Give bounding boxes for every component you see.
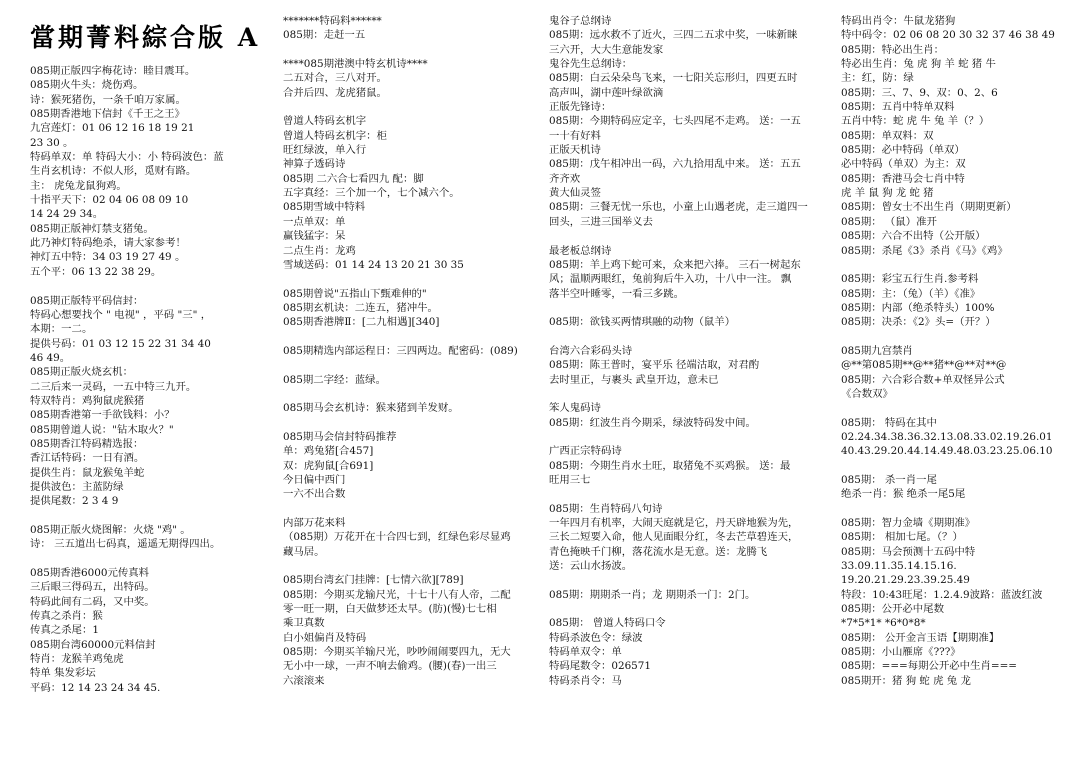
text-line: 绝杀一肖：猴 绝杀一尾5尾 — [841, 488, 966, 501]
text-line: 五肖中特：蛇 虎 牛 兔 羊（？） — [841, 115, 990, 128]
text-line: 085期精选内部运程日：三四两边。配密码：(089) — [283, 344, 518, 357]
text-line: 085期香港牌Ⅱ：[二九相遇][340] — [283, 316, 440, 329]
text-line: 送：云山水扬波。 — [549, 560, 633, 573]
section-gap — [549, 487, 814, 501]
text-line: 黄大仙灵签 — [549, 187, 601, 200]
text-line: 14 24 29 34。 — [30, 208, 104, 221]
text-line: 085期：公开必中尾数 — [841, 603, 944, 616]
text-line: 广西正宗特码诗 — [549, 445, 622, 458]
text-line: 085期：===每期公开必中生肖=== — [841, 660, 1017, 673]
section-gap — [283, 330, 528, 344]
text-line: 特段：10:43旺尾：1.2.4.9波路：蓝波红波 — [841, 588, 1043, 601]
section-gap — [30, 509, 262, 523]
text-line: 特必出生肖：兔 虎 狗 羊 蛇 猪 牛 — [841, 58, 996, 71]
text-line: 双：虎狗鼠[合691] — [283, 459, 374, 472]
section-gap — [30, 552, 262, 566]
text-line: 笨人鬼码诗 — [549, 402, 601, 415]
text-line: 必中特码（单双）为主：双 — [841, 158, 966, 171]
text-line: 085期：单双料：双 — [841, 129, 934, 142]
text-line: 085期：三餐无忧一乐也，小童上山遇老虎，走三道四一 — [549, 201, 808, 214]
text-line: 085期香江特码精选报： — [30, 437, 144, 450]
text-line: 虎 羊 鼠 狗 龙 蛇 猪 — [841, 187, 934, 200]
text-line: 提供生肖：鼠龙猴兔羊蛇 — [30, 466, 145, 479]
text-line: 085期正版火烧图解：火烧 "鸡" 。 — [30, 524, 191, 536]
section-gap — [841, 459, 1073, 473]
text-line: 085期正版特平码信封： — [30, 294, 144, 307]
text-line: 一十有好料 — [549, 129, 601, 142]
text-line: 085期台湾60000元料信封 — [30, 638, 156, 651]
section-gap — [841, 401, 1073, 415]
section-gap — [283, 100, 528, 114]
text-line: 三后眼三得码五，出特码。 — [30, 581, 155, 594]
text-line: 鬼谷子总纲诗 — [549, 15, 612, 27]
text-line: 085期：曾女士不出生肖（期期更新） — [841, 201, 1017, 214]
section-gap — [549, 573, 814, 587]
text-line: 神算子透码诗 — [283, 158, 346, 171]
text-line: 特码心想要找个 " 电视" ，平码 "三" ， — [30, 308, 212, 321]
text-line: 诗： 三五道出七码真，遥遥无期得四出。 — [30, 538, 221, 551]
text-line: 青色掩映千门柳，落花流水是无意。送：龙腾飞 — [549, 545, 768, 558]
text-line: 085期：戊午相冲出一码，六九拾用乱中来。 送：五五 — [549, 158, 801, 171]
text-line: 085期：远水救不了近火，三四二五求中奖，一味新睐 — [549, 29, 798, 42]
text-line: 内部万花来料 — [283, 517, 346, 530]
section-gap — [283, 416, 528, 430]
text-line: 085期：欲钱买两情琪融的动物（鼠羊） — [549, 316, 736, 329]
text-line: 曾道人特码玄机字 — [283, 115, 367, 128]
text-line: *******特码料****** — [283, 15, 382, 27]
text-line: 085期：内部（绝杀特头）100% — [841, 301, 995, 314]
text-line: 085期：五肖中特单双料 — [841, 101, 955, 114]
text-line: 085期曾说"五指山下甄难伸的" — [283, 287, 427, 300]
text-line: 二三后来一灵码，一五中特三九开。 — [30, 380, 197, 393]
text-line: 085期雪域中特料 — [283, 201, 366, 214]
text-line: 085期九宫禁肖 — [841, 344, 913, 357]
text-line: 085期：必中特码（单双） — [841, 144, 965, 157]
text-line: 传真之杀尾：1 — [30, 624, 99, 637]
text-line: 平码：12 14 23 24 34 45. — [30, 681, 161, 694]
text-line: 085期：六合彩合数+单双怪异公式 — [841, 373, 1005, 386]
text-line: 085期玄机诀：二连五，猪冲牛。 — [283, 301, 438, 314]
text-line: 二五对合，三八对开。 — [283, 72, 387, 85]
text-line: 085期：期期杀一肖；龙 期期杀一门：2门。 — [549, 588, 756, 601]
column-2 — [283, 14, 528, 688]
text-line: 此乃神灯特码绝杀，请大家参考！ — [30, 237, 186, 250]
text-line: 齐齐欢 — [549, 172, 581, 185]
section-gap — [549, 229, 814, 243]
text-line: 雪域送码：01 14 24 13 20 21 30 35 — [283, 258, 464, 271]
text-line: 085期：香港马会七肖中特 — [841, 172, 965, 185]
text-line: 旺用三七 — [549, 474, 591, 486]
text-line: ****085期港澳中特玄机诗**** — [283, 58, 428, 71]
text-line: 085期：马会预测十五码中特 — [841, 545, 976, 558]
text-line: 085期：陈王普时，宴平乐 径端沽取，对君酌 — [549, 359, 760, 372]
text-line: 085期： 曾道人特码口令 — [549, 617, 666, 630]
text-line: 085期： 特码在其中 — [841, 416, 937, 429]
text-line: 乘卫真数 — [283, 617, 325, 630]
text-line: *7*5*1* *6*0*8* — [841, 617, 926, 630]
text-line: @**第085期**@**猪**@**对**@ — [841, 359, 1007, 372]
text-line: 今日偏中西门 — [283, 474, 346, 486]
text-line: 本期：一二。 — [30, 323, 93, 336]
text-line: 085期：主：（兔）（羊）《准》 — [841, 287, 981, 300]
text-line: 白小姐偏肖及特码 — [283, 631, 367, 644]
text-line: 085期：特必出生肖： — [841, 43, 944, 56]
text-line: 最老板总纲诗 — [549, 244, 612, 257]
section-gap — [841, 258, 1073, 272]
text-line: 零一旺一期，白天做梦还太早。(肪)(慢)七七相 — [283, 603, 497, 616]
text-line: 085期 二六合七看四九 配：脚 — [283, 172, 424, 185]
text-line: 旺红绿波，单入行 — [283, 144, 367, 157]
text-line: 19.20.21.29.23.39.25.49 — [841, 574, 970, 587]
text-line: 风；温顺两眼红，兔前狗后牛入功，十八中一注。 飘 — [549, 273, 792, 286]
text-line: 藏马居。 — [283, 545, 325, 558]
text-line: 085期：彩宝五行生肖.参考料 — [841, 273, 979, 286]
text-line: 085期：今期买龙输尺光，十七十八有人帝，二配 — [283, 588, 511, 601]
text-line: 085期：今期买羊输尺光，吵吵闹闹要四九，无大 — [283, 646, 511, 659]
text-line: 085期： 杀一肖一尾 — [841, 474, 937, 486]
section-gap — [841, 502, 1073, 516]
text-line: 提供尾数：2 3 4 9 — [30, 495, 119, 508]
text-line: 085期香港地下信封《千王之王》 — [30, 108, 185, 121]
text-line: （085期）万花开在十合四七到，红绿色彩尽显鸡 — [283, 531, 511, 544]
section-gap — [283, 43, 528, 57]
section-gap — [283, 559, 528, 573]
text-line: 正版天机诗 — [549, 144, 601, 157]
text-line: 085期正版火烧玄机： — [30, 366, 133, 379]
section-gap — [283, 502, 528, 516]
text-line: 085期：白云朵朵鸟飞来，一七阳关忘形归，四更五时 — [549, 72, 798, 85]
text-line: 特码尾数令：026571 — [549, 660, 652, 673]
text-line: 单：鸡兔猪[合457] — [283, 445, 374, 458]
text-line: 23 30 。 — [30, 136, 74, 149]
text-line: 无小中一球，一声不响去偷鸡。(腰)(春)一出三 — [283, 660, 497, 673]
column-1 — [30, 64, 262, 695]
text-line: 三长二短要入命，他人见面眼分红，冬去芒草碧连天， — [549, 531, 799, 544]
text-line: 085期：走赶一五 — [283, 29, 366, 42]
text-line: 085期火牛头：烧伤鸡。 — [30, 79, 144, 92]
text-line: 传真之杀肖：猴 — [30, 610, 103, 623]
text-line: 085期香港6000元传真料 — [30, 567, 150, 580]
text-line: 085期： 公开金言玉语【期期准】 — [841, 631, 1000, 644]
text-line: 02.24.34.38.36.32.13.08.33.02.19.26.01 — [841, 430, 1053, 443]
section-gap — [549, 301, 814, 315]
text-line: 香江话特码：一日有酒。 — [30, 452, 145, 465]
text-line: 085期二字经：蓝绿。 — [283, 373, 386, 386]
text-line: 085期：六合不出特（公开版） — [841, 230, 986, 243]
text-line: 一六不出合数 — [283, 488, 346, 501]
column-3 — [549, 14, 814, 688]
text-line: 085期： 相加七尾。（？） — [841, 531, 963, 544]
text-line: 085期马会玄机诗：猴来猪到羊发财。 — [283, 402, 459, 415]
text-line: 085期：生肖特码八句诗 — [549, 502, 663, 515]
text-line: 085期：羊上鸡下蛇可来，众来把六捧。 三石一树起东 — [549, 258, 801, 271]
text-line: 神灯五中特：34 03 19 27 49 。 — [30, 251, 186, 264]
section-gap — [549, 430, 814, 444]
text-line: 六滚滚来 — [283, 674, 325, 687]
text-line: 特中码令：02 06 08 20 30 32 37 46 38 49 — [841, 29, 1055, 42]
text-line: 落半空叶睡零，一看三多跳。 — [549, 287, 685, 300]
text-line: 生肖玄机诗：不似人形，觅财有路。 — [30, 165, 197, 178]
text-line: 去时里正，与裹头 武皇开边，意未已 — [549, 373, 719, 386]
text-line: 085期开：猪 狗 蛇 虎 兔 龙 — [841, 674, 971, 687]
text-line: 特码杀肖令：马 — [549, 674, 622, 687]
text-line: 085期正版四字梅花诗：睦目震耳。 — [30, 65, 196, 77]
text-line: 鬼谷先生总纲诗： — [549, 58, 633, 71]
text-line: 十指平天下：02 04 06 08 09 10 — [30, 194, 189, 207]
text-line: 特码单双：单 特码大小：小 特码波色：蓝 — [30, 151, 224, 164]
text-line: 台湾六合彩码头诗 — [549, 344, 633, 357]
text-line: 九宫莲灯：01 06 12 16 18 19 21 — [30, 122, 195, 135]
text-line: 合并后四、龙虎猪鼠。 — [283, 86, 387, 99]
text-line: 085期正版神灯禁支猪兔。 — [30, 222, 154, 235]
text-line: 085期马会信封特码推荐 — [283, 430, 397, 443]
text-line: 特码出肖令：牛鼠龙猪狗 — [841, 15, 956, 27]
text-line: 085期：三、7、9、双：0、2、6 — [841, 86, 998, 99]
text-line: 五个平：06 13 22 38 29。 — [30, 265, 162, 278]
column-4 — [841, 14, 1073, 688]
text-line: 主：红，防：绿 — [841, 72, 914, 85]
text-line: 085期：红波生肖今期采，绿波特码发中间。 — [549, 416, 756, 429]
text-line: 五字真经：三个加一个，七个减六个。 — [283, 187, 460, 200]
text-line: 《合数双》 — [841, 387, 893, 400]
text-line: 特码此间有二码，又中奖。 — [30, 595, 155, 608]
text-line: 085期：小山雁席《???》 — [841, 646, 961, 659]
text-line: 提供波色：主蓝防绿 — [30, 480, 124, 493]
text-line: 诗：猴死猪伤，一条千咱万家属。 — [30, 93, 186, 106]
text-line: 赢钱猛字：呆 — [283, 230, 346, 243]
text-line: 085期香港第一手欲钱料：小？ — [30, 409, 175, 422]
text-line: 085期：今期特码应定辛，七头四尾不走鸡。 送：一五 — [549, 115, 801, 128]
section-gap — [549, 330, 814, 344]
text-line: 回头，三进三国举义去 — [549, 215, 653, 228]
text-line: 高声叫，湖中莲叶绿欲滴 — [549, 86, 664, 99]
text-line: 085期：决杀：《2》头=（开？） — [841, 316, 996, 329]
section-gap — [549, 602, 814, 616]
text-line: 曾道人特码玄机字：柜 — [283, 129, 387, 142]
text-line: 085期： （鼠）准开 — [841, 215, 937, 228]
section-gap — [841, 330, 1073, 344]
section-gap — [283, 387, 528, 401]
section-gap — [283, 358, 528, 372]
text-line: 特码单双令：单 — [549, 646, 622, 659]
text-line: 一点单双：单 — [283, 215, 346, 228]
text-line: 三六开，大大生意能发家 — [549, 43, 664, 56]
text-line: 特码杀波色令：绿波 — [549, 631, 643, 644]
text-line: 085期：智力金墙《期期准》 — [841, 517, 976, 530]
text-line: 085期曾道人说："钻木取火？" — [30, 423, 174, 436]
section-gap — [283, 272, 528, 286]
text-line: 正版先锋诗： — [549, 101, 612, 114]
text-line: 33.09.11.35.14.15.16. — [841, 560, 957, 573]
section-gap — [30, 279, 262, 293]
text-line: 特双特肖：鸡狗鼠虎猴猪 — [30, 394, 145, 407]
text-line: 40.43.29.20.44.14.49.48.03.23.25.06.10 — [841, 445, 1053, 458]
text-line: 085期台湾玄门挂牌：[七情六欲][789] — [283, 574, 464, 587]
text-line: 二点生肖：龙鸡 — [283, 244, 356, 257]
text-line: 46 49。 — [30, 351, 71, 364]
text-line: 一年四月有机率，大闹天庭就是它，丹天辟地猴为先， — [549, 517, 799, 530]
text-line: 特肖：龙猴羊鸡兔虎 — [30, 653, 124, 666]
page-title: 當期菁料綜合版 A — [30, 23, 261, 52]
text-line: 特单 集发彩坛 — [30, 667, 96, 680]
text-line: 提供号码：01 03 12 15 22 31 34 40 — [30, 337, 211, 350]
section-gap — [549, 387, 814, 401]
text-line: 085期：今期生肖水土旺，取猪兔不买鸡猴。 送：最 — [549, 459, 791, 472]
text-line: 085期：杀尾《3》杀肖《马》《鸡》 — [841, 244, 1008, 257]
text-line: 主： 虎兔龙鼠狗鸡。 — [30, 179, 127, 192]
